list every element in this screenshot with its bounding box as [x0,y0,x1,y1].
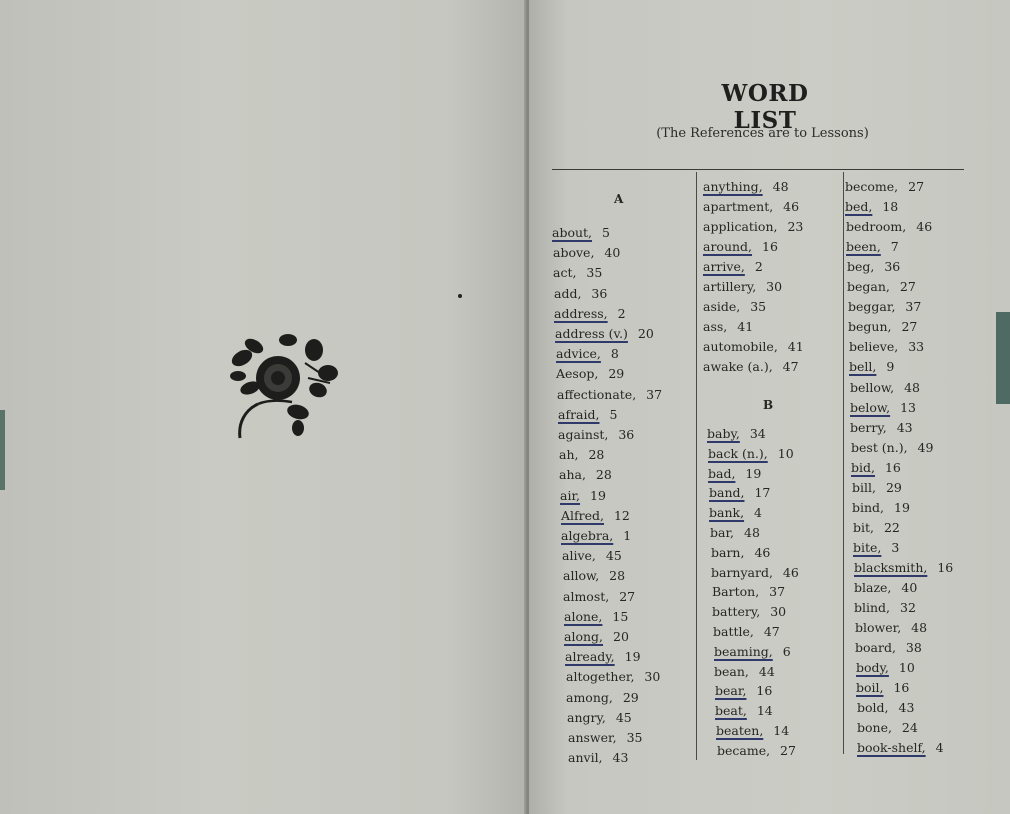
word-entry [563,589,635,604]
section-letter: B [763,398,775,412]
entry-lesson-ref: 12 [610,507,630,523]
entry-word: best (n.), [851,439,908,455]
word-entry [703,259,763,274]
entry-lesson-ref: 43 [608,750,629,766]
word-entry [852,480,902,495]
word-entry [715,703,773,718]
word-entry [703,319,753,334]
entry-word: baby, [707,426,740,441]
word-entry [703,239,778,254]
entry-lesson-ref: 10 [894,660,915,676]
entry-word: become, [845,179,899,194]
entry-word: air, [560,487,581,503]
entry-word: blind, [854,600,891,616]
entry-word: bid, [851,459,875,475]
entry-lesson-ref: 45 [611,709,632,725]
word-entry [847,259,900,274]
word-entry [568,750,628,765]
word-entry [556,346,619,361]
entry-lesson-ref: 40 [600,245,621,261]
entry-lesson-ref: 27 [897,319,918,335]
entry-word: ass, [703,319,728,334]
word-entry [709,505,762,520]
word-entry [553,245,620,260]
entry-lesson-ref: 17 [750,485,771,501]
entry-lesson-ref: 46 [779,199,800,214]
entry-word: bed, [845,199,873,215]
entry-lesson-ref: 27 [615,588,636,604]
entry-lesson-ref: 41 [733,319,754,334]
word-entry [703,199,799,214]
entry-word: application, [703,219,778,234]
entry-word: bedroom, [846,219,907,235]
word-entry [560,488,606,503]
entry-word: bank, [709,505,745,521]
entry-lesson-ref: 28 [591,467,612,483]
word-entry [554,286,607,301]
entry-lesson-ref: 15 [608,608,629,624]
entry-lesson-ref: 16 [880,459,901,475]
word-entry [845,179,924,194]
word-entry [855,640,922,655]
entry-lesson-ref: 5 [598,225,610,240]
word-entry [561,528,631,543]
word-entry [851,440,933,455]
entry-word: became, [717,742,771,758]
word-entry [567,710,632,725]
entry-lesson-ref: 27 [776,742,796,758]
word-entry [846,219,932,234]
entry-lesson-ref: 20 [609,629,629,644]
entry-lesson-ref: 37 [901,299,922,315]
entry-lesson-ref: 45 [601,548,622,564]
word-entry [846,239,899,254]
entry-word: book-shelf, [857,740,926,756]
entry-lesson-ref: 38 [901,640,922,656]
word-entry [703,219,803,234]
word-entry [856,680,909,695]
word-entry [564,629,629,644]
word-entry [568,730,642,745]
page-title: WORD LIST [721,80,809,134]
entry-lesson-ref: 7 [886,239,899,255]
entry-lesson-ref: 19 [741,465,762,481]
word-entry [564,609,628,624]
entry-word: bill, [852,479,876,495]
entry-word: around, [703,239,753,254]
entry-word: begun, [848,319,892,335]
word-entry [703,359,799,374]
entry-word: address, [554,305,608,321]
entry-word: beaten, [716,723,764,738]
word-entry [848,299,921,314]
entry-word: bit, [853,519,874,535]
entry-word: blacksmith, [854,559,928,575]
entry-lesson-ref: 41 [783,339,804,354]
entry-lesson-ref: 22 [880,519,900,535]
entry-lesson-ref: 9 [882,359,895,375]
entry-word: act, [553,265,577,281]
word-entry [715,683,772,698]
entry-word: affectionate, [557,386,637,402]
entry-lesson-ref: 46 [750,544,771,560]
entry-word: answer, [568,730,617,745]
word-entry [856,660,915,675]
word-entry [555,326,654,341]
entry-word: advice, [556,346,601,362]
word-entry [854,600,916,615]
page-subtitle: (The References are to Lessons) [656,126,869,141]
word-entry [854,560,953,575]
left-page-edge [0,410,5,490]
word-entry [558,427,634,442]
entry-word: blaze, [854,580,892,595]
entry-word: been, [846,239,881,255]
entry-lesson-ref: 49 [913,439,934,455]
entry-word: Alfred, [561,507,604,523]
word-entry [712,584,785,599]
entry-lesson-ref: 36 [614,427,635,442]
entry-lesson-ref: 29 [604,366,625,382]
page-speck [458,294,462,298]
entry-word: Barton, [712,584,760,600]
header-rule [552,169,964,170]
word-entry [558,407,617,422]
entry-lesson-ref: 48 [768,179,789,194]
word-entry [557,387,662,402]
rose-ornament-icon [220,328,350,443]
entry-lesson-ref: 33 [904,339,925,355]
word-entry [852,500,910,515]
entry-word: boil, [856,680,884,696]
word-entry [552,225,610,240]
entry-word: anything, [703,179,763,194]
entry-lesson-ref: 28 [605,568,626,584]
entry-lesson-ref: 20 [633,326,654,341]
entry-lesson-ref: 1 [619,528,632,543]
word-entry [713,624,780,639]
entry-word: along, [564,629,604,644]
entry-word: ah, [559,447,579,463]
entry-word: awake (a.), [703,359,773,374]
entry-lesson-ref: 27 [904,179,925,194]
entry-word: below, [850,399,891,415]
entry-lesson-ref: 14 [769,723,790,738]
entry-lesson-ref: 43 [892,419,913,435]
entry-word: believe, [849,339,899,355]
entry-word: automobile, [703,339,778,354]
entry-word: battle, [713,624,754,639]
entry-word: angry, [567,709,606,725]
entry-word: began, [847,279,890,295]
entry-lesson-ref: 8 [606,346,619,362]
word-entry [716,723,789,738]
entry-word: band, [709,485,745,501]
word-entry [556,366,624,381]
entry-word: aside, [703,299,741,314]
word-entry [849,359,894,374]
entry-lesson-ref: 19 [620,649,641,665]
entry-lesson-ref: 5 [605,406,618,422]
word-entry [850,380,920,395]
entry-word: blower, [855,620,902,636]
entry-lesson-ref: 29 [881,479,902,495]
entry-word: body, [856,660,889,676]
word-entry [710,525,760,540]
word-entry [851,460,901,475]
entry-word: anvil, [568,750,603,766]
entry-word: bind, [852,499,885,515]
entry-lesson-ref: 30 [762,279,783,294]
entry-lesson-ref: 44 [754,663,775,679]
entry-word: artillery, [703,279,757,294]
word-entry [847,279,916,294]
entry-lesson-ref: 4 [931,740,944,756]
entry-lesson-ref: 36 [880,259,901,275]
entry-word: algebra, [561,528,614,543]
entry-lesson-ref: 19 [890,499,910,515]
entry-lesson-ref: 46 [912,219,933,235]
entry-lesson-ref: 24 [897,720,918,736]
word-entry [712,604,786,619]
entry-word: beg, [847,259,875,275]
word-entry [559,447,604,462]
entry-lesson-ref: 2 [613,305,626,321]
word-entry [854,580,917,595]
entry-lesson-ref: 3 [887,539,900,555]
word-entry [703,279,782,294]
entry-lesson-ref: 16 [752,683,773,699]
word-entry [559,467,612,482]
entry-lesson-ref: 19 [586,487,606,503]
entry-lesson-ref: 13 [896,399,917,415]
entry-word: bellow, [850,379,895,395]
entry-word: against, [558,427,609,442]
entry-lesson-ref: 48 [900,379,921,395]
word-entry [561,508,630,523]
word-entry [849,339,924,354]
entry-word: beat, [715,703,747,719]
entry-lesson-ref: 10 [773,445,794,461]
word-entry [565,649,641,664]
entry-lesson-ref: 2 [750,259,763,274]
entry-lesson-ref: 32 [896,600,916,616]
entry-lesson-ref: 47 [778,359,799,374]
word-entry [850,420,913,435]
entry-word: Aesop, [556,366,599,382]
entry-lesson-ref: 43 [894,700,915,716]
entry-lesson-ref: 14 [752,703,773,719]
word-entry [553,265,602,280]
entry-lesson-ref: 47 [759,624,780,639]
entry-word: among, [566,689,613,705]
section-letter: A [614,192,625,206]
entry-word: altogether, [566,669,635,685]
entry-lesson-ref: 18 [878,199,899,215]
entry-word: arrive, [703,259,745,274]
entry-word: barn, [711,544,745,560]
entry-word: bone, [857,720,892,736]
word-entry [717,743,796,758]
entry-word: apartment, [703,199,774,214]
entry-word: afraid, [558,406,600,422]
word-entry [711,545,770,560]
entry-word: bear, [715,683,747,699]
word-entry [554,306,626,321]
entry-lesson-ref: 34 [745,426,766,441]
entry-lesson-ref: 6 [778,643,791,659]
entry-word: bad, [708,465,736,481]
word-entry [566,690,639,705]
entry-lesson-ref: 35 [746,299,767,314]
entry-word: allow, [563,568,600,584]
entry-word: address (v.) [555,326,628,341]
entry-lesson-ref: 40 [897,580,918,595]
word-entry [563,568,625,583]
entry-lesson-ref: 4 [750,505,762,521]
entry-lesson-ref: 37 [765,584,786,600]
word-entry [707,426,766,441]
entry-word: beggar, [848,299,896,315]
word-entry [857,740,944,755]
word-entry [703,179,789,194]
entry-lesson-ref: 16 [933,559,954,575]
entry-lesson-ref: 37 [642,386,663,402]
word-entry [855,620,927,635]
entry-lesson-ref: 30 [766,604,787,620]
word-entry [703,299,766,314]
entry-lesson-ref: 23 [783,219,804,234]
entry-lesson-ref: 16 [758,239,778,254]
entry-word: bean, [714,663,749,679]
word-entry [848,319,917,334]
word-entry [711,565,799,580]
word-entry [857,720,918,735]
entry-word: board, [855,640,896,656]
word-entry [703,339,804,354]
column-divider [843,172,844,754]
entry-word: already, [565,649,615,665]
word-entry [709,485,770,500]
word-entry [708,466,761,481]
entry-word: bar, [710,525,735,540]
entry-word: berry, [850,419,887,435]
entry-word: bell, [849,359,877,375]
entry-word: aha, [559,467,586,483]
word-entry [566,669,660,684]
entry-word: bold, [857,700,889,716]
entry-lesson-ref: 27 [895,279,916,295]
word-entry [845,199,898,214]
word-entry [853,540,899,555]
entry-word: back (n.), [708,445,768,461]
entry-lesson-ref: 35 [622,730,643,745]
entry-word: beaming, [714,643,773,659]
word-entry [562,548,622,563]
entry-lesson-ref: 30 [640,669,661,685]
word-entry [714,664,775,679]
entry-lesson-ref: 16 [889,680,910,696]
entry-lesson-ref: 36 [587,285,608,301]
entry-lesson-ref: 48 [740,525,760,540]
word-entry [708,446,794,461]
entry-lesson-ref: 46 [778,564,799,580]
entry-lesson-ref: 29 [618,689,639,705]
word-entry [853,520,900,535]
entry-word: almost, [563,588,610,604]
word-entry [714,644,791,659]
entry-lesson-ref: 35 [582,265,603,281]
entry-word: barnyard, [711,564,773,580]
entry-word: add, [554,285,582,301]
entry-word: about, [552,225,593,240]
entry-word: battery, [712,604,761,620]
entry-lesson-ref: 48 [907,620,928,636]
entry-word: alone, [564,608,603,624]
entry-lesson-ref: 28 [584,447,605,463]
entry-word: above, [553,245,595,261]
word-entry [857,700,914,715]
entry-word: bite, [853,539,882,555]
word-entry [850,400,916,415]
column-divider [696,172,697,760]
entry-word: alive, [562,548,596,564]
right-page-edge [996,312,1010,404]
